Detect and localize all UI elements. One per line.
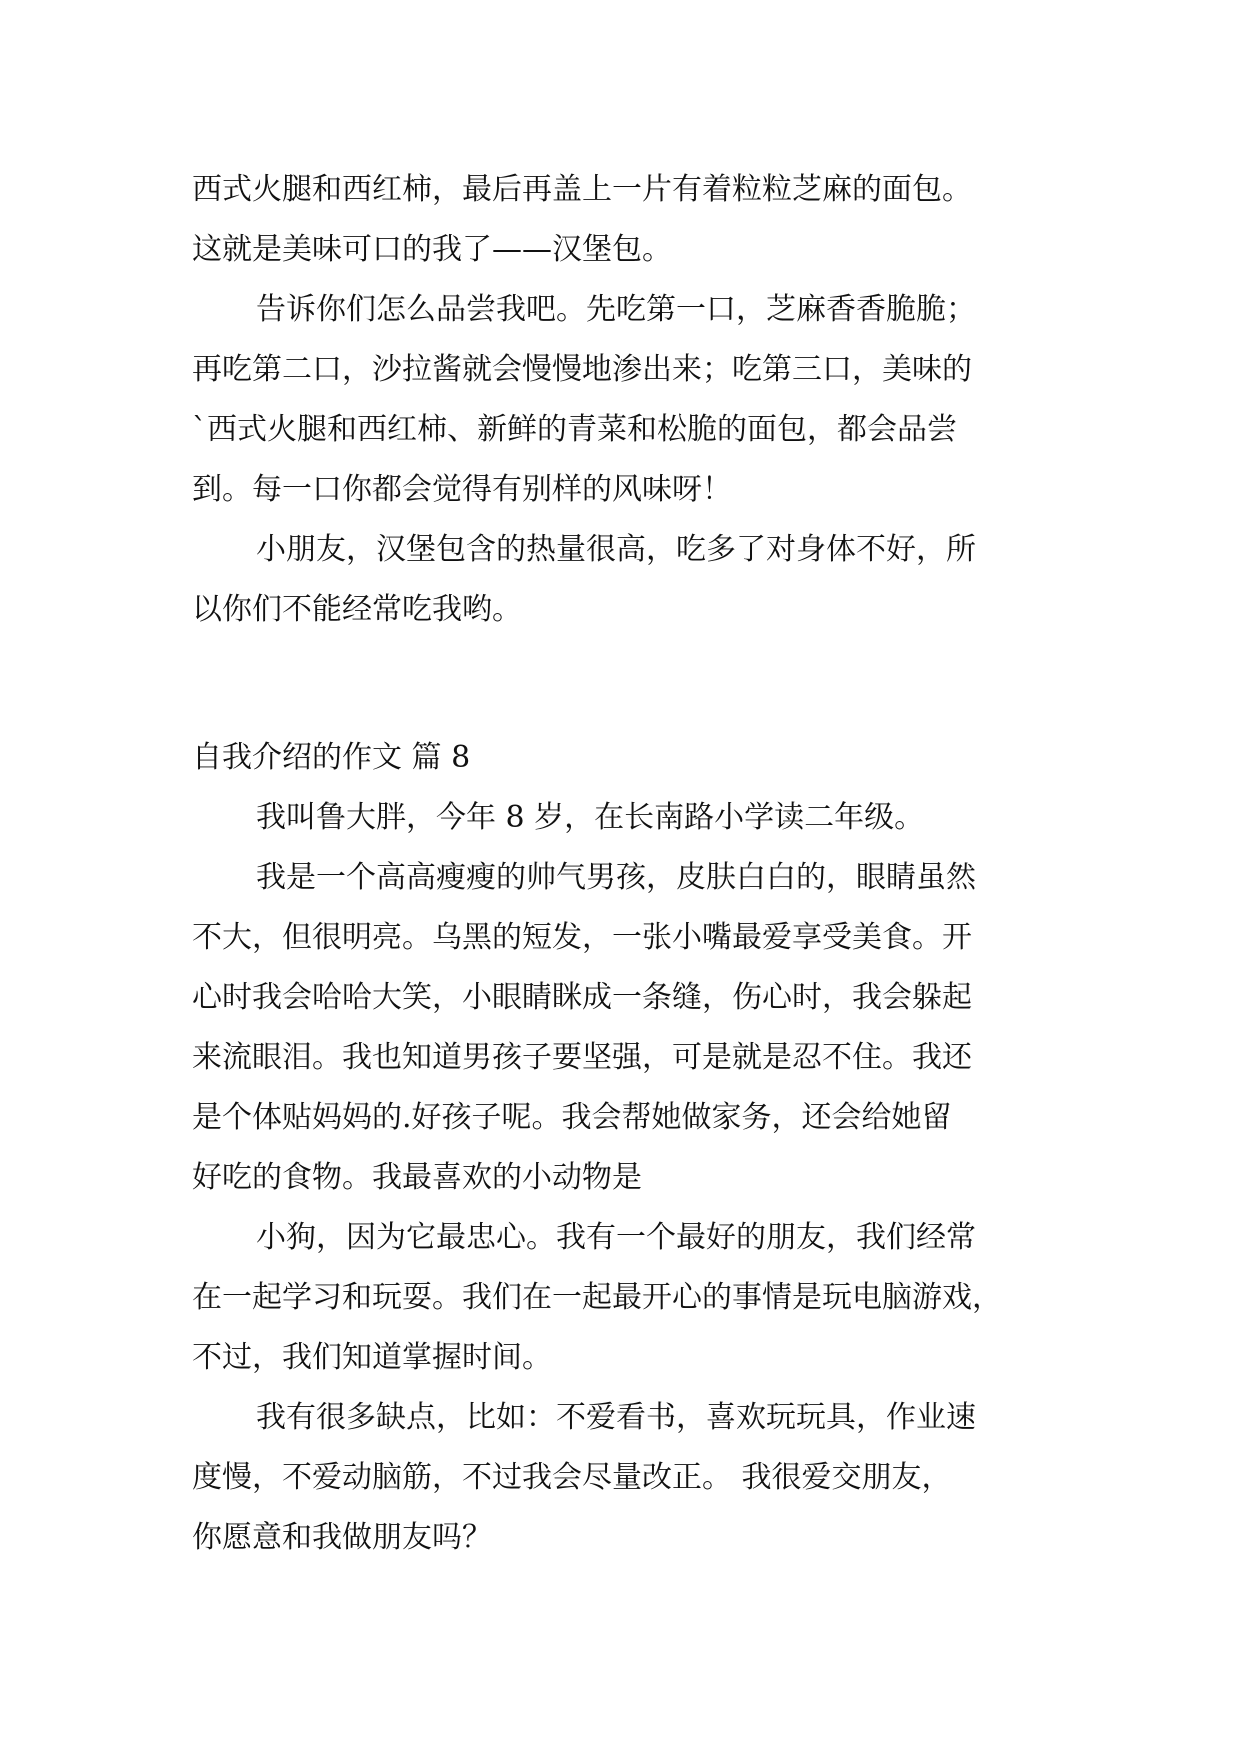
text-line: 你愿意和我做朋友吗？ <box>192 1520 492 1555</box>
text-line: 这就是美味可口的我了——汉堡包。 <box>192 232 672 267</box>
text-line: `西式火腿和西红柿、新鲜的青菜和松脆的面包，都会品尝 <box>192 412 957 447</box>
text-line: 是个体贴妈妈的.好孩子呢。我会帮她做家务，还会给她留 <box>192 1100 952 1135</box>
text-line: 西式火腿和西红柿，最后再盖上一片有着粒粒芝麻的面包。 <box>192 172 972 207</box>
text-line: 不大，但很明亮。乌黑的短发，一张小嘴最爱享受美食。开 <box>192 920 972 955</box>
text-line: 到。每一口你都会觉得有别样的风味呀！ <box>192 472 732 507</box>
text-line: 心时我会哈哈大笑，小眼睛眯成一条缝，伤心时，我会躲起 <box>192 980 972 1015</box>
text-line: 来流眼泪。我也知道男孩子要坚强，可是就是忍不住。我还 <box>192 1040 972 1075</box>
text-line: 不过，我们知道掌握时间。 <box>192 1340 552 1375</box>
paragraph-shortcomings <box>192 1388 1072 1568</box>
section-gap <box>192 640 1072 728</box>
text-line: 以你们不能经常吃我哟。 <box>192 592 522 627</box>
paragraph-self-intro <box>192 788 1072 848</box>
paragraph-how-to-taste <box>192 280 1072 520</box>
paragraph-hamburger-ingredients <box>192 160 1072 280</box>
paragraph-best-friend <box>192 1208 1072 1388</box>
text-line: 我是一个高高瘦瘦的帅气男孩，皮肤白白的，眼睛虽然 <box>256 860 976 895</box>
text-line: 小狗，因为它最忠心。我有一个最好的朋友，我们经常 <box>256 1220 976 1255</box>
text-line: 我叫鲁大胖，今年 8 岁，在长南路小学读二年级。 <box>256 800 925 835</box>
document-body <box>192 160 1072 1568</box>
paragraph-calorie-warning <box>192 520 1072 640</box>
text-line: 好吃的食物。我最喜欢的小动物是 <box>192 1160 642 1195</box>
text-line: 小朋友，汉堡包含的热量很高，吃多了对身体不好，所 <box>256 532 976 567</box>
text-line: 度慢，不爱动脑筋，不过我会尽量改正。 我很爱交朋友， <box>192 1460 952 1495</box>
text-line: 告诉你们怎么品尝我吧。先吃第一口，芝麻香香脆脆； <box>256 292 976 327</box>
paragraph-appearance <box>192 848 1072 1208</box>
section-heading: 自我介绍的作文 篇 8 <box>192 740 471 775</box>
text-line: 我有很多缺点，比如：不爱看书，喜欢玩玩具，作业速 <box>256 1400 976 1435</box>
text-line: 再吃第二口，沙拉酱就会慢慢地渗出来；吃第三口，美味的 <box>192 352 972 387</box>
text-line: 在一起学习和玩耍。我们在一起最开心的事情是玩电脑游戏， <box>192 1280 1002 1315</box>
